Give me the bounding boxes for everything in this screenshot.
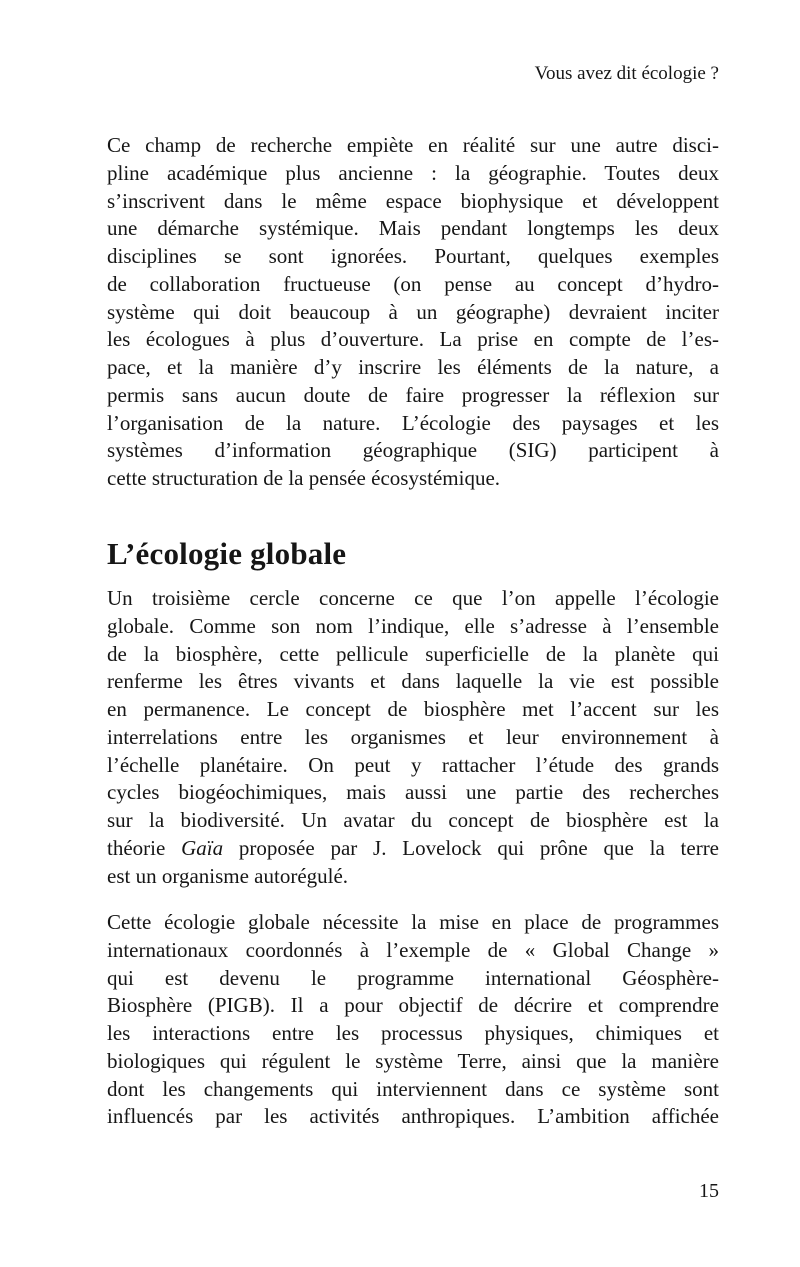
text-line: de collaboration fructueuse (on pense au concept d’hydro- (107, 271, 719, 296)
text-line: globale. Comme son nom l’indique, elle s’adresse à l’ensemble (107, 613, 719, 638)
page-number: 15 (699, 1180, 719, 1202)
text-line: théorie Gaïa proposée par J. Lovelock qui prône que la terre (107, 835, 719, 860)
text-line: Cette écologie globale nécessite la mise en place de programmes (107, 910, 719, 934)
text-line: dont les changements qui interviennent dans ce système sont (107, 1076, 719, 1101)
text-line: en permanence. Le concept de biosphère met l’accent sur les (107, 697, 719, 721)
text-line: internationaux coordonnés à l’exemple de « Global Change » (107, 937, 719, 962)
text-line: renferme les êtres vivants et dans laquelle la vie est possible (107, 669, 719, 694)
running-header: Vous avez dit écologie ? (534, 63, 719, 84)
paragraph (107, 909, 719, 1131)
section-heading: L’écologie globale (107, 536, 347, 571)
text-line: systèmes d’information géographique (SIG) participent à (107, 438, 719, 463)
text-line: l’organisation de la nature. L’écologie des paysages et les (107, 410, 719, 435)
text-line: les interactions entre les processus physiques, chimiques et (107, 1021, 719, 1045)
text-line: biologiques qui régulent le système Terre, ainsi que la manière (107, 1048, 719, 1073)
text-line: Ce champ de recherche empiète en réalité sur une autre disci- (107, 133, 719, 157)
paragraph (107, 585, 719, 890)
text-line: les écologues à plus d’ouverture. La prise en compte de l’es- (107, 327, 719, 352)
text-line: influencés par les activités anthropiques. L’ambition affichée (107, 1104, 719, 1129)
text-line: Biosphère (PIGB). Il a pour objectif de décrire et comprendre (107, 993, 719, 1018)
text-line: l’échelle planétaire. On peut y rattacher l’étude des grands (107, 752, 719, 777)
text-line: disciplines se sont ignorées. Pourtant, quelques exemples (107, 244, 719, 268)
text-line: qui est devenu le programme international Géosphère- (107, 965, 719, 990)
text-line: de la biosphère, cette pellicule superficielle de la planète qui (107, 641, 719, 666)
text-line: sur la biodiversité. Un avatar du concept de biosphère est la (107, 808, 719, 832)
text-line: Un troisième cercle concerne ce que l’on appelle l’écologie (107, 586, 719, 610)
text-line: système qui doit beaucoup à un géographe) devraient inciter (107, 299, 719, 324)
text-line: cycles biogéochimiques, mais aussi une partie des recherches (107, 780, 719, 805)
text-line: s’inscrivent dans le même espace biophysique et développent (107, 188, 719, 213)
text-line: interrelations entre les organismes et leur environnement à (107, 724, 719, 749)
text-line: une démarche systémique. Mais pendant longtemps les deux (107, 216, 719, 241)
text-line: est un organisme autorégulé. (107, 863, 349, 888)
text-line: cette structuration de la pensée écosystémique. (107, 466, 501, 490)
text-line: pace, et la manière d’y inscrire les éléments de la nature, a (107, 355, 719, 379)
paragraph (107, 132, 719, 493)
text-line: permis sans aucun doute de faire progresser la réflexion sur (107, 382, 719, 407)
text-line: pline académique plus ancienne : la géographie. Toutes deux (107, 160, 719, 185)
